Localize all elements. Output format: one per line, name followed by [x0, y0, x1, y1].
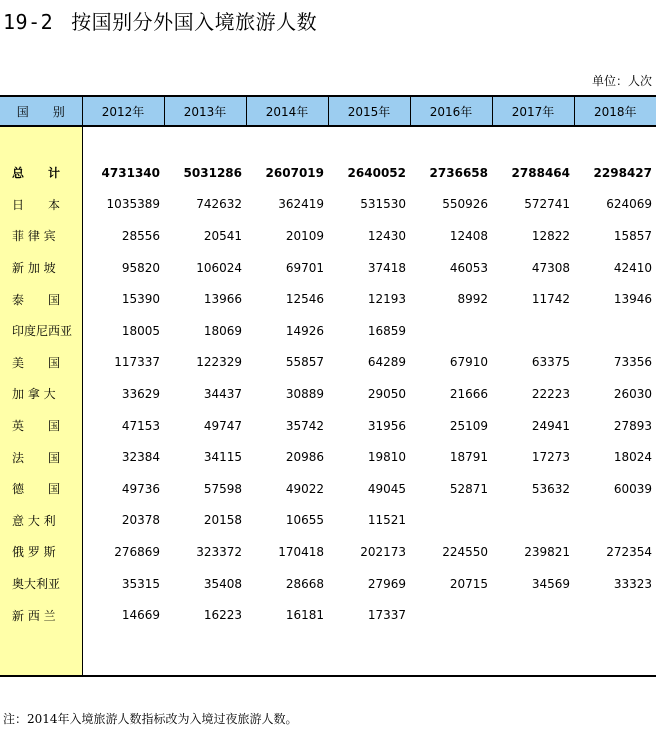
value-cell: 52871	[449, 481, 488, 496]
table-row	[0, 220, 656, 252]
value-cell: 33629	[121, 386, 160, 401]
country-name: 英 国	[0, 410, 82, 442]
value-cell: 60039	[613, 481, 652, 496]
value-cell: 106024	[196, 260, 242, 275]
country-name: 新 西 兰	[0, 599, 82, 631]
value-cell: 28556	[121, 228, 160, 243]
value-cell: 14669	[121, 608, 160, 623]
value-cell: 34437	[203, 386, 242, 401]
value-cell: 20158	[203, 513, 242, 528]
value-cell	[410, 599, 492, 631]
header-year: 2017年	[492, 96, 574, 126]
value-cell	[492, 599, 574, 631]
table-row	[0, 252, 656, 284]
value-cell: 15857	[613, 228, 652, 243]
header-row	[0, 96, 656, 126]
value-cell: 35408	[203, 576, 242, 591]
header-year: 2012年	[82, 96, 164, 126]
value-cell	[410, 315, 492, 347]
value-cell: 17337	[367, 608, 406, 623]
country-name: 加 拿 大	[0, 378, 82, 410]
country-name: 美 国	[0, 347, 82, 379]
value-cell: 5031286	[183, 165, 242, 180]
country-name: 德 国	[0, 473, 82, 505]
value-cell: 49022	[285, 481, 324, 496]
value-cell: 20986	[285, 450, 324, 465]
value-cell: 202173	[360, 544, 406, 559]
table-row	[0, 347, 656, 379]
value-cell: 272354	[606, 544, 652, 559]
value-cell: 18791	[449, 450, 488, 465]
value-cell: 4731340	[101, 165, 160, 180]
country-name: 新 加 坡	[0, 252, 82, 284]
value-cell: 276869	[114, 544, 160, 559]
value-cell: 12193	[367, 292, 406, 307]
value-cell: 64289	[367, 355, 406, 370]
header-year: 2018年	[574, 96, 656, 126]
value-cell: 11742	[531, 292, 570, 307]
table-number: 19-2	[3, 10, 54, 34]
country-name: 奥大利亚	[0, 568, 82, 600]
table-row	[0, 189, 656, 221]
value-cell: 67910	[449, 355, 488, 370]
table-title: 按国别分外国入境旅游人数	[71, 10, 318, 34]
value-cell	[574, 315, 656, 347]
value-cell: 55857	[285, 355, 324, 370]
value-cell: 2607019	[265, 165, 324, 180]
table-row	[0, 378, 656, 410]
table-row	[0, 599, 656, 631]
value-cell: 8992	[457, 292, 488, 307]
value-cell: 323372	[196, 544, 242, 559]
value-cell: 32384	[121, 450, 160, 465]
value-cell: 13946	[613, 292, 652, 307]
value-cell: 2640052	[347, 165, 406, 180]
value-cell: 20109	[285, 228, 324, 243]
value-cell: 26030	[613, 386, 652, 401]
value-cell	[492, 505, 574, 537]
value-cell: 20715	[449, 576, 488, 591]
value-cell: 624069	[606, 197, 652, 212]
value-cell	[574, 505, 656, 537]
value-cell: 16223	[203, 608, 242, 623]
table-row	[0, 568, 656, 600]
value-cell: 35315	[121, 576, 160, 591]
value-cell: 73356	[613, 355, 652, 370]
value-cell: 122329	[196, 355, 242, 370]
table-row	[0, 315, 656, 347]
value-cell: 31956	[367, 418, 406, 433]
value-cell: 27969	[367, 576, 406, 591]
value-cell: 24941	[531, 418, 570, 433]
page-title	[3, 6, 317, 35]
value-cell: 34115	[203, 450, 242, 465]
value-cell: 49747	[203, 418, 242, 433]
table-row	[0, 536, 656, 568]
value-cell: 10655	[285, 513, 324, 528]
value-cell: 531530	[360, 197, 406, 212]
value-cell: 18024	[613, 450, 652, 465]
value-cell: 35742	[285, 418, 324, 433]
value-cell: 30889	[285, 386, 324, 401]
country-name: 俄 罗 斯	[0, 536, 82, 568]
value-cell: 49736	[121, 481, 160, 496]
header-year: 2015年	[328, 96, 410, 126]
country-name: 印度尼西亚	[0, 315, 82, 347]
header-year: 2016年	[410, 96, 492, 126]
value-cell: 1035389	[106, 197, 160, 212]
value-cell: 42410	[613, 260, 652, 275]
value-cell: 18005	[121, 323, 160, 338]
value-cell: 12546	[285, 292, 324, 307]
value-cell: 33323	[613, 576, 652, 591]
value-cell: 742632	[196, 197, 242, 212]
country-name: 菲 律 宾	[0, 220, 82, 252]
value-cell: 57598	[203, 481, 242, 496]
value-cell: 69701	[285, 260, 324, 275]
value-cell: 239821	[524, 544, 570, 559]
header-year: 2013年	[164, 96, 246, 126]
table-row	[0, 283, 656, 315]
value-cell: 2298427	[593, 165, 652, 180]
value-cell: 11521	[367, 513, 406, 528]
value-cell: 16181	[285, 608, 324, 623]
value-cell: 27893	[613, 418, 652, 433]
value-cell: 170418	[278, 544, 324, 559]
country-name: 意 大 利	[0, 505, 82, 537]
total-row	[0, 157, 656, 189]
value-cell	[410, 505, 492, 537]
table-row	[0, 505, 656, 537]
value-cell: 28668	[285, 576, 324, 591]
value-cell: 53632	[531, 481, 570, 496]
value-cell: 362419	[278, 197, 324, 212]
value-cell: 29050	[367, 386, 406, 401]
value-cell: 49045	[367, 481, 406, 496]
value-cell	[492, 315, 574, 347]
value-cell: 18069	[203, 323, 242, 338]
value-cell	[574, 599, 656, 631]
value-cell: 17273	[531, 450, 570, 465]
bottom-spacer-row	[0, 631, 656, 676]
country-name: 日 本	[0, 189, 82, 221]
value-cell: 14926	[285, 323, 324, 338]
value-cell: 34569	[531, 576, 570, 591]
table-row	[0, 473, 656, 505]
value-cell: 46053	[449, 260, 488, 275]
data-table	[0, 95, 656, 669]
value-cell: 63375	[531, 355, 570, 370]
unit-label: 单位：人次	[591, 74, 652, 88]
country-name: 总 计	[0, 157, 82, 189]
spacer-row	[0, 126, 656, 157]
value-cell: 12822	[531, 228, 570, 243]
value-cell: 37418	[367, 260, 406, 275]
value-cell: 16859	[367, 323, 406, 338]
value-cell: 2736658	[429, 165, 488, 180]
value-cell: 117337	[114, 355, 160, 370]
value-cell: 15390	[121, 292, 160, 307]
header-country: 国 别	[0, 96, 82, 126]
table-row	[0, 410, 656, 442]
value-cell: 12430	[367, 228, 406, 243]
value-cell: 22223	[531, 386, 570, 401]
value-cell: 12408	[449, 228, 488, 243]
value-cell: 95820	[121, 260, 160, 275]
value-cell: 2788464	[511, 165, 570, 180]
value-cell: 20541	[203, 228, 242, 243]
country-name: 法 国	[0, 441, 82, 473]
country-name: 泰 国	[0, 283, 82, 315]
footnote: 注：2014年入境旅游人数指标改为入境过夜旅游人数。	[3, 712, 298, 726]
value-cell: 572741	[524, 197, 570, 212]
value-cell: 19810	[367, 450, 406, 465]
table-row	[0, 441, 656, 473]
value-cell: 550926	[442, 197, 488, 212]
value-cell: 25109	[449, 418, 488, 433]
value-cell: 47308	[531, 260, 570, 275]
value-cell: 224550	[442, 544, 488, 559]
value-cell: 13966	[203, 292, 242, 307]
value-cell: 21666	[449, 386, 488, 401]
header-year: 2014年	[246, 96, 328, 126]
value-cell: 47153	[121, 418, 160, 433]
value-cell: 20378	[121, 513, 160, 528]
